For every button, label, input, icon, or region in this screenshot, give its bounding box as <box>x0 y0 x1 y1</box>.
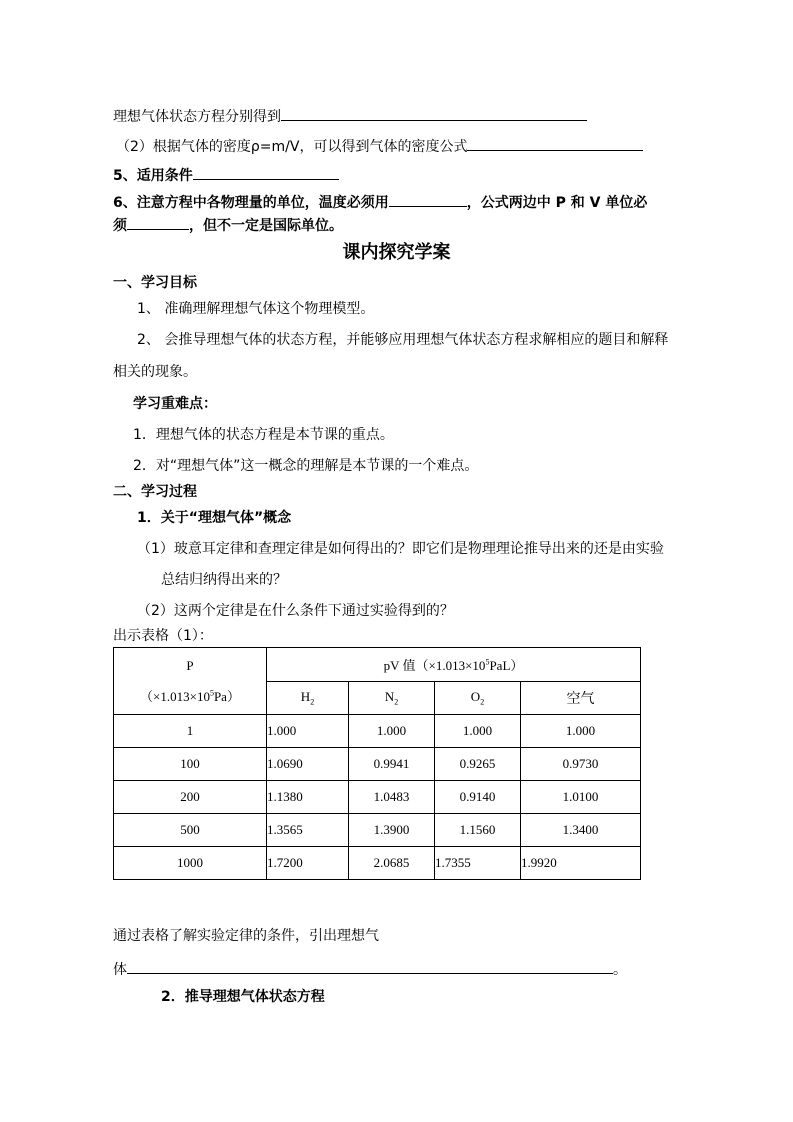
o2-value-cell: 1.000 <box>435 715 521 748</box>
gas-symbol: N <box>384 688 395 704</box>
density-formula-text: （2）根据气体的密度ρ=m/V，可以得到气体的密度公式 <box>116 139 468 155</box>
equation-result-text: 理想气体状态方程分别得到 <box>113 109 281 125</box>
unit-note-text-c: 须 <box>113 218 127 234</box>
conclusion-line-1: 通过表格了解实验定律的条件，引出理想气 <box>113 928 379 944</box>
conclusion-text: 体 <box>113 962 127 978</box>
goal-item-2: 2、 会推导理想气体的状态方程，并能够应用理想气体状态方程求解相应的题目和解释 <box>137 332 669 348</box>
unit-note-text-a: 6、注意方程中各物理量的单位，温度必须用 <box>113 195 389 211</box>
pressure-cell: 200 <box>114 781 267 814</box>
table-row <box>114 847 641 880</box>
conclusion-period: 。 <box>613 962 627 978</box>
table-header-row <box>114 648 641 682</box>
pressure-unit-suffix: Pa） <box>213 688 240 704</box>
h2-value-cell: 1.1380 <box>267 781 349 814</box>
o2-value-cell: 0.9265 <box>435 748 521 781</box>
pressure-unit-text: （×1.013×10 <box>140 688 210 704</box>
air-value-cell: 0.9730 <box>521 748 641 781</box>
key-point-1: 1．理想气体的状态方程是本节课的重点。 <box>133 427 394 443</box>
gas-header-h2 <box>267 681 349 715</box>
gas-subscript: 2 <box>394 697 399 707</box>
section-title: 课内探究学案 <box>342 242 451 263</box>
unit-note-text-b: ，公式两边中 P 和 V 单位必 <box>466 195 648 211</box>
pressure-label: P <box>186 657 194 673</box>
question-2: （2）这两个定律是在什么条件下通过实验得到的？ <box>137 603 454 619</box>
pressure-cell: 500 <box>114 814 267 847</box>
o2-value-cell: 1.7355 <box>435 847 521 880</box>
o2-value-cell: 0.9140 <box>435 781 521 814</box>
subsection-ideal-gas-concept: 1．关于“理想气体”概念 <box>137 510 292 526</box>
gas-header-air: 空气 <box>521 681 641 715</box>
table-row <box>114 781 641 814</box>
air-value-cell: 1.0100 <box>521 781 641 814</box>
pv-data-table <box>113 647 641 880</box>
h2-value-cell: 1.000 <box>267 715 349 748</box>
o2-value-cell: 1.1560 <box>435 814 521 847</box>
question-1: （1）玻意耳定律和查理定律是如何得出的？即它们是物理理论推导出来的还是由实验 <box>137 541 664 557</box>
h2-value-cell: 1.0690 <box>267 748 349 781</box>
gas-symbol: H <box>300 688 311 704</box>
pressure-cell: 1 <box>114 715 267 748</box>
goal-item-2-continued: 相关的现象。 <box>113 364 197 380</box>
unit-note-line-2 <box>113 213 343 236</box>
unit-note-line-1 <box>113 190 647 213</box>
goals-heading: 一、学习目标 <box>113 275 197 291</box>
h2-value-cell: 1.3565 <box>267 814 349 847</box>
unit-note-text-d: ，但不一定是国际单位。 <box>189 218 343 234</box>
pv-header-cell <box>267 648 641 682</box>
key-point-2: 2．对“理想气体”这一概念的理解是本节课的一个难点。 <box>133 458 479 474</box>
n2-value-cell: 2.0685 <box>349 847 435 880</box>
pressure-cell: 1000 <box>114 847 267 880</box>
n2-value-cell: 1.000 <box>349 715 435 748</box>
condition-text: 5、适用条件 <box>113 168 193 184</box>
conclusion-line-2 <box>113 957 627 980</box>
subsection-derive-equation: 2．推导理想气体状态方程 <box>161 989 325 1005</box>
density-formula-line <box>116 134 643 157</box>
table-row <box>114 814 641 847</box>
answer-blank[interactable] <box>467 134 643 151</box>
n2-value-cell: 1.0483 <box>349 781 435 814</box>
goal-item-1: 1、 准确理解理想气体这个物理模型。 <box>137 301 375 317</box>
pv-header-exponent: 5 <box>485 657 490 667</box>
n2-value-cell: 0.9941 <box>349 748 435 781</box>
equation-result-line <box>113 104 587 127</box>
h2-value-cell: 1.7200 <box>267 847 349 880</box>
table-row <box>114 748 641 781</box>
table-caption: 出示表格（1）： <box>113 628 213 644</box>
gas-symbol: O <box>470 688 481 704</box>
air-value-cell: 1.3400 <box>521 814 641 847</box>
table-row <box>114 715 641 748</box>
key-points-heading: 学习重难点： <box>133 396 217 412</box>
answer-blank[interactable] <box>127 213 189 230</box>
answer-blank[interactable] <box>193 163 339 180</box>
gas-subscript: 2 <box>480 697 485 707</box>
pressure-unit-exponent: 5 <box>209 688 214 698</box>
pressure-cell: 100 <box>114 748 267 781</box>
gas-header-o2 <box>435 681 521 715</box>
condition-line <box>113 163 339 186</box>
n2-value-cell: 1.3900 <box>349 814 435 847</box>
pressure-header-cell <box>114 648 267 715</box>
air-value-cell: 1.000 <box>521 715 641 748</box>
answer-blank[interactable] <box>281 104 587 121</box>
air-value-cell: 1.9920 <box>521 847 641 880</box>
process-heading: 二、学习过程 <box>113 484 197 500</box>
answer-blank[interactable] <box>389 190 467 207</box>
pv-header-text: pV 值（×1.013×10 <box>383 657 486 673</box>
gas-header-n2 <box>349 681 435 715</box>
answer-blank[interactable] <box>127 957 613 974</box>
pressure-unit <box>114 686 266 705</box>
pv-header-suffix: PaL） <box>489 657 524 673</box>
gas-subscript: 2 <box>310 697 315 707</box>
question-1-continued: 总结归纳得出来的？ <box>161 572 287 588</box>
